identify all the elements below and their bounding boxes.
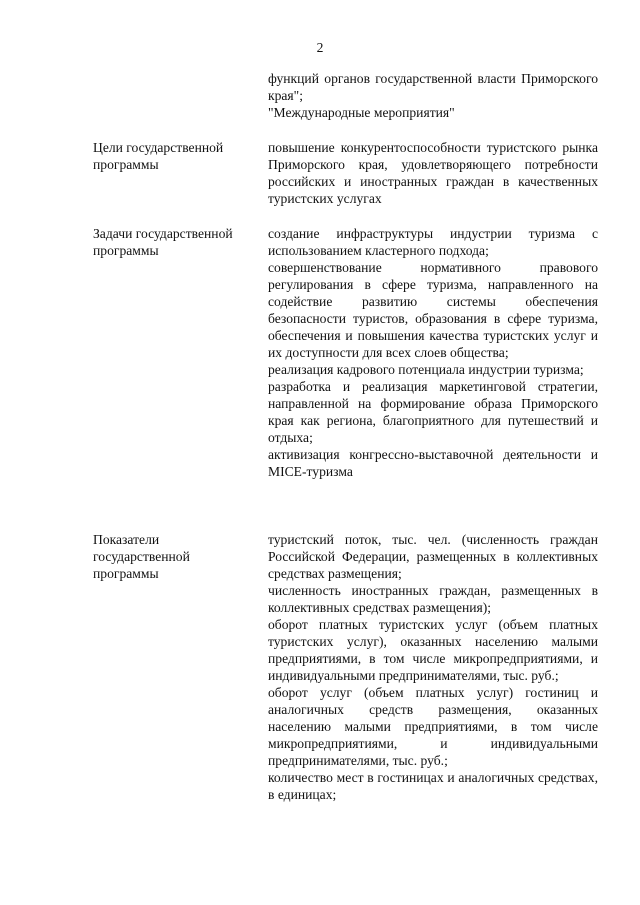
section-item: оборот платных туристских услуг (объем платных туристских услуг), оказанных населению малыми предприятиями, в том числе микропредприятиями, и индивидуальными предпринимателями, тыс. руб.;: [268, 617, 598, 683]
section-label: [93, 139, 253, 173]
section-body: [268, 531, 598, 803]
section-item: туристский поток, тыс. чел. (численность граждан Российской Федерации, размещенных в коллективных средствах размещения;: [268, 532, 598, 581]
section-item: совершенствование нормативного правового регулирования в сфере туризма, направленного на содействие развитию системы обеспечения безопасности туристов, образования в сфере туризма, обеспечения и повышения качества туристских услуг и их доступности для всех слоев общества;: [268, 260, 598, 360]
section-body: [268, 139, 598, 207]
page-number: 2: [316, 40, 324, 55]
section-item: реализация кадрового потенциала индустрии туризма;: [268, 362, 584, 377]
section-item: оборот услуг (объем платных услуг) гостиниц и аналогичных средств размещения, оказанных населению малыми предприятиями, в том числе микропредприятиями, и индивидуальными предпринимателями, тыс. руб.;: [268, 685, 598, 768]
section-label-line: Показатели: [93, 532, 160, 547]
section-item: количество мест в гостиницах и аналогичных средствах, в единицах;: [268, 770, 598, 802]
section-label-line: Цели государственной: [93, 140, 224, 155]
section-label-line: программы: [93, 566, 159, 581]
section-item: численность иностранных граждан, размещенных в коллективных средствах размещения);: [268, 583, 598, 615]
section-body: [268, 225, 598, 480]
section-item: активизация конгрессно-выставочной деятельности и MICE-туризма: [268, 447, 598, 479]
section-label: [93, 225, 253, 259]
intro-line: "Международные мероприятия": [268, 105, 455, 120]
section-item: разработка и реализация маркетинговой стратегии, направленной на формирование образа Приморского края как региона, благоприятного для путешествий и отдыха;: [268, 379, 598, 445]
section-item: создание инфраструктуры индустрии туризма с использованием кластерного подхода;: [268, 226, 598, 258]
section-label-line: программы: [93, 243, 159, 258]
section-label-line: Задачи государственной: [93, 226, 233, 241]
section-label: [93, 531, 253, 582]
section-goals: [93, 139, 598, 209]
section-indicators: [93, 531, 598, 831]
section-tasks: [93, 225, 598, 515]
section-label-line: государственной: [93, 549, 190, 564]
section-label-line: программы: [93, 157, 159, 172]
section-item: повышение конкурентоспособности туристского рынка Приморского края, удовлетворяющего потребности российских и иностранных граждан в качественных туристских услугах: [268, 140, 598, 206]
intro-line: функций органов государственной власти Приморского края";: [268, 71, 598, 103]
intro-continuation: [268, 70, 598, 121]
